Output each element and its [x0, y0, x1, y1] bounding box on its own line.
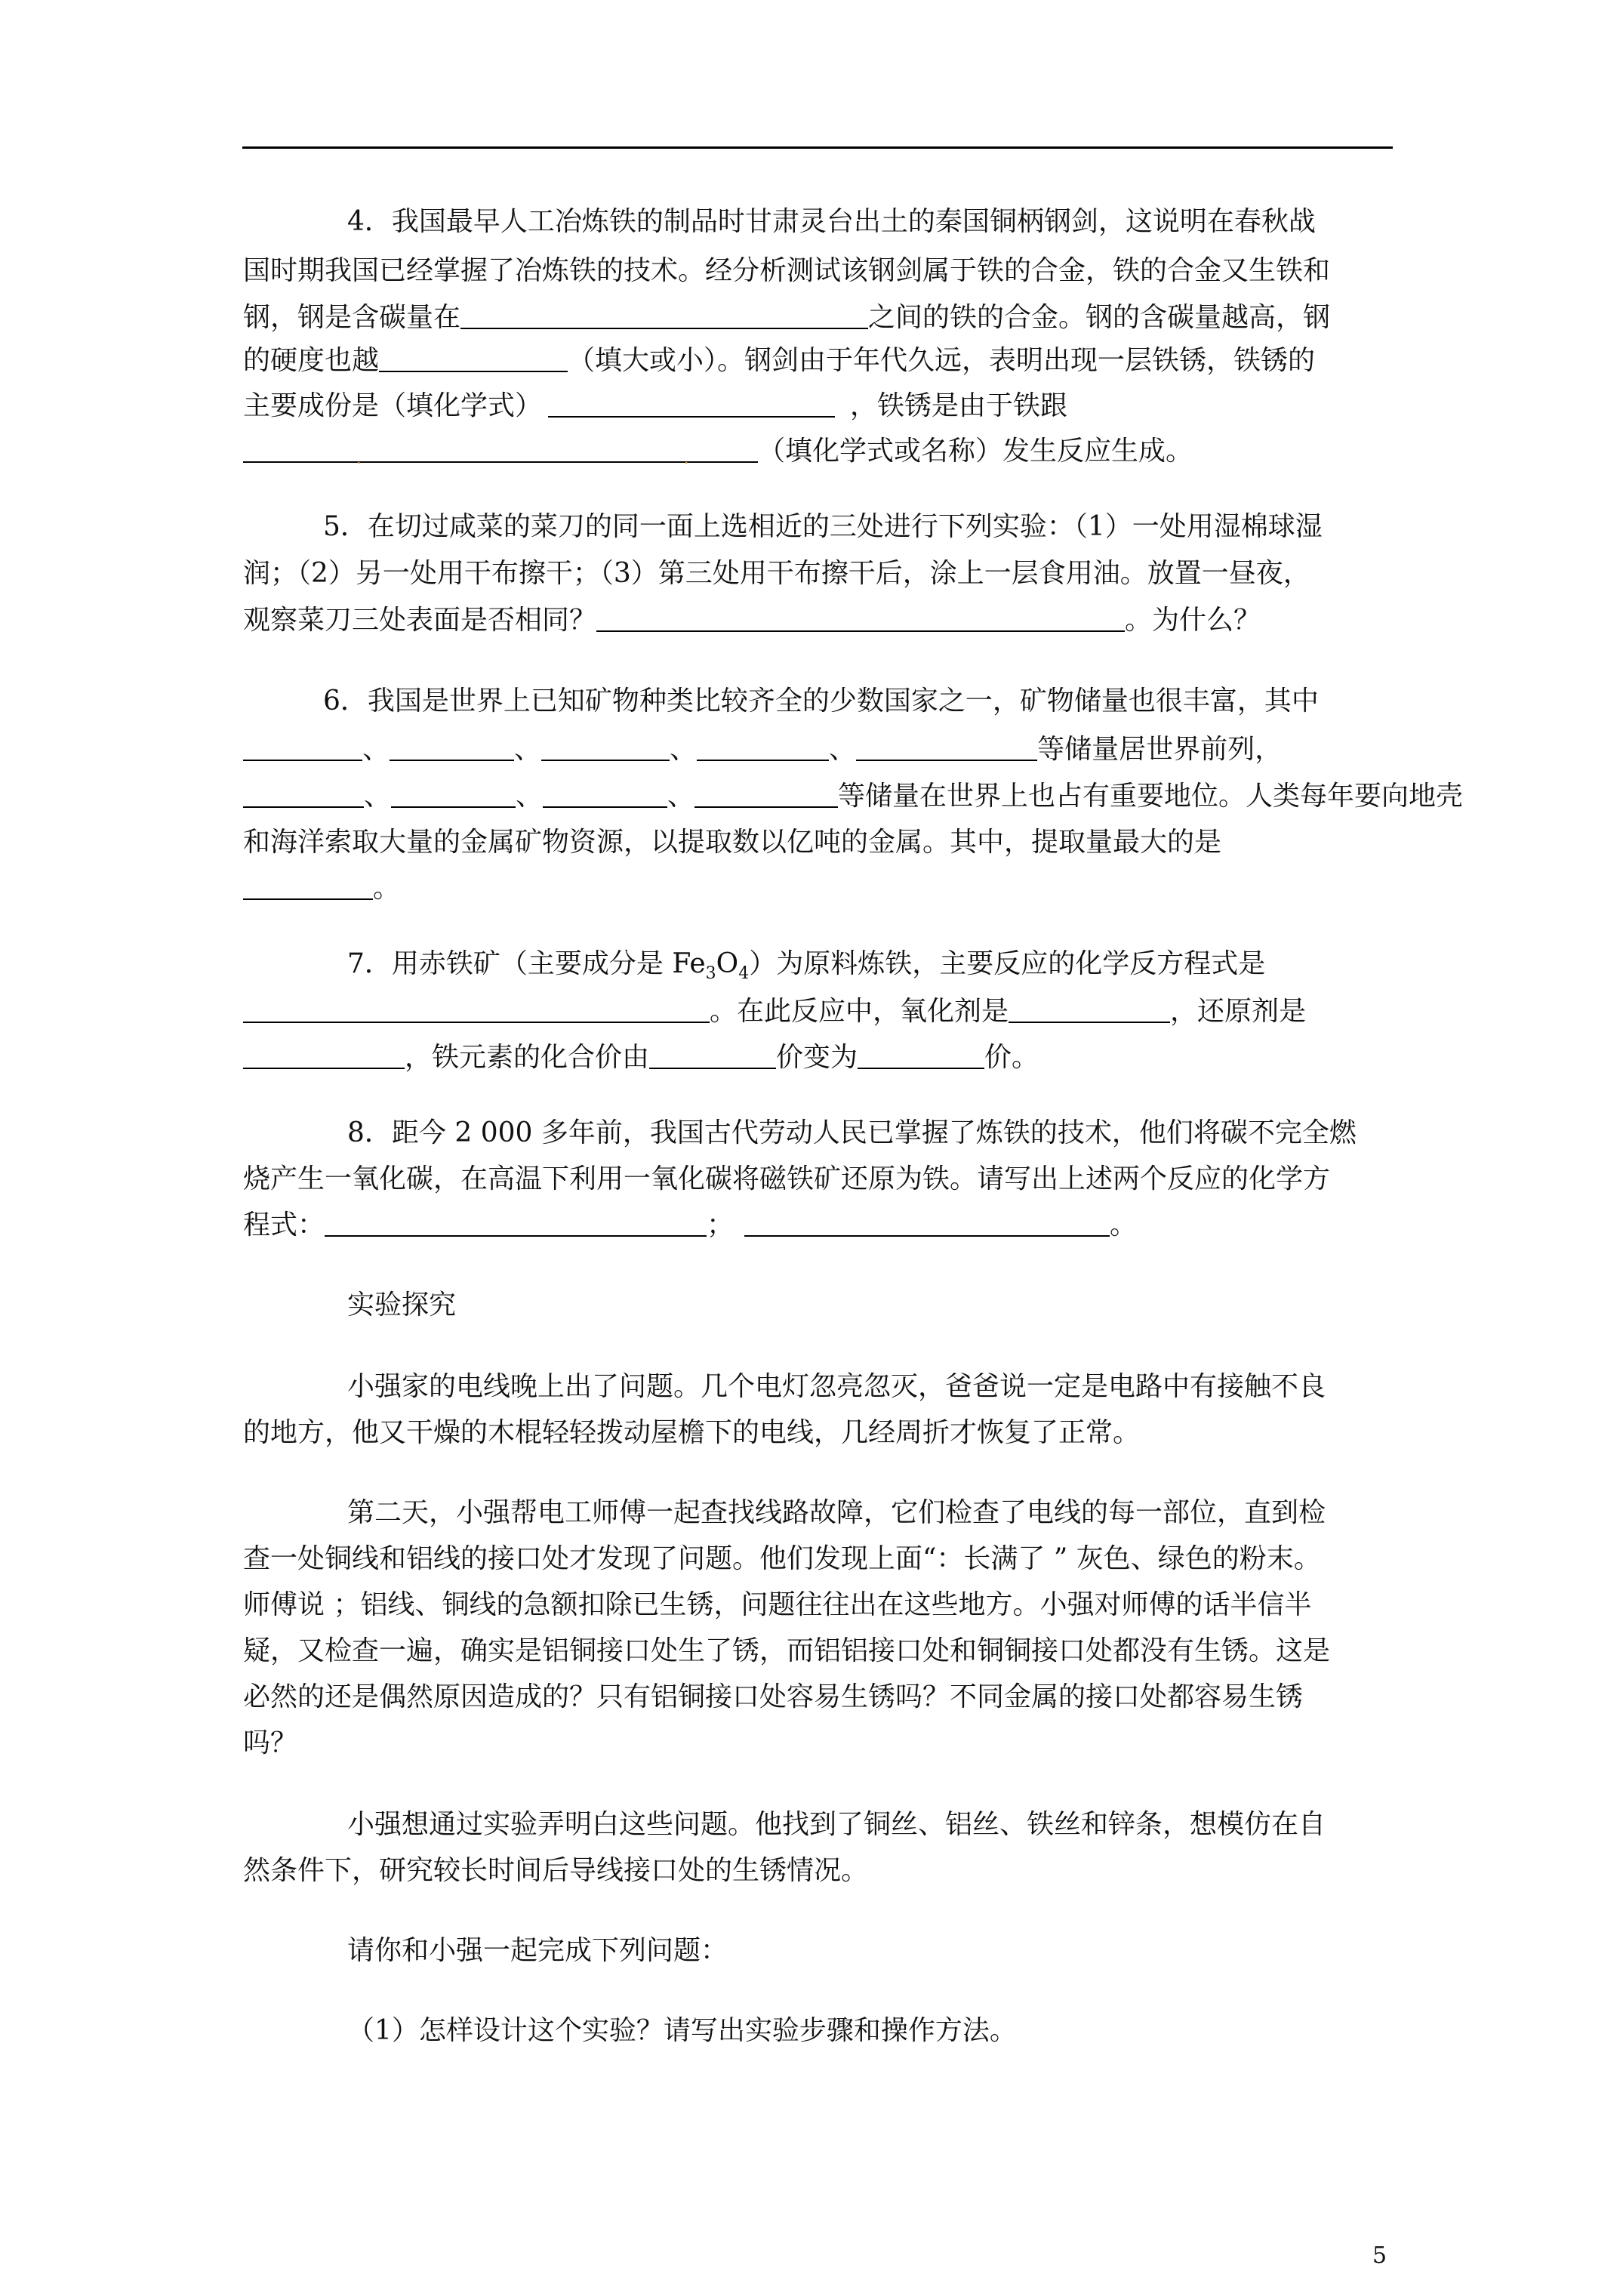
q8-line-2: 烧产生一氧化碳，在高温下利用一氧化碳将磁铁矿还原为铁。请写出上述两个反应的化学方	[243, 1163, 1331, 1194]
q4-line-5: 主要成份是（填化学式） ，铁锈是由于铁跟	[243, 390, 1068, 421]
page-number: 5	[1372, 2242, 1387, 2269]
blank-largest-metal[interactable]	[243, 874, 373, 900]
blank-mineral-8[interactable]	[543, 782, 667, 808]
section-title: 实验探究	[347, 1290, 457, 1321]
q6-line-1: 6．我国是世界上已知矿物种类比较齐全的少数国家之一，矿物储量也很丰富，其中	[323, 686, 1319, 717]
blank-mineral-5[interactable]	[856, 735, 1037, 761]
q7-line-2: 。在此反应中，氧化剂是 ，还原剂是	[243, 995, 1306, 1028]
blank-equation[interactable]	[243, 997, 710, 1023]
blank-carbon-range[interactable]	[460, 304, 868, 329]
p2-line-1: 第二天，小强帮电工师傅一起查找线路故障，它们检查了电线的每一部位，直到检	[347, 1497, 1326, 1528]
q8-line-3: 程式： ； 。	[243, 1210, 1138, 1240]
blank-oxidizer[interactable]	[1009, 997, 1170, 1023]
p3-line-2: 然条件下，研究较长时间后导线接口处的生锈情况。	[243, 1855, 869, 1886]
blank-mineral-1[interactable]	[243, 735, 362, 761]
p3-line-1: 小强想通过实验弄明白这些问题。他找到了铜丝、铝丝、铁丝和锌条，想模仿在自	[347, 1809, 1326, 1840]
blank-reducer[interactable]	[243, 1043, 405, 1069]
blank-mineral-6[interactable]	[243, 782, 364, 808]
blank-mineral-4[interactable]	[697, 735, 829, 761]
p2-line-3: 师傅说 ；铝线、铜线的急额扣除已生锈，问题往往出在这些地方。小强对师傅的话半信半	[243, 1589, 1312, 1620]
q4-line-6: . . （填化学式或名称）发生反应生成。	[243, 435, 1193, 468]
q6-line-4: 和海洋索取大量的金属矿物资源，以提取数以亿吨的金属。其中，提取量最大的是	[243, 827, 1222, 858]
p2-line-6: 吗？	[243, 1727, 298, 1758]
q8-line-1: 8．距今 2 000 多年前，我国古代劳动人民已掌握了炼铁的技术，他们将碳不完全燃	[347, 1117, 1357, 1148]
blank-valence-to[interactable]	[858, 1043, 984, 1069]
q7-line-3: ，铁元素的化合价由 价变为 价。	[243, 1041, 1039, 1074]
blank-equation-2[interactable]	[744, 1211, 1110, 1237]
q6-line-3: 、 、 、 等储量在世界上也占有重要地位。人类每年要向地壳	[243, 780, 1463, 813]
q5-line-2: 润；（2）另一处用干布擦干；（3）第三处用干布擦干后，涂上一层食用油。放置一昼夜，	[243, 558, 1310, 589]
p2-line-4: 疑，又检查一遍，确实是铝铜接口处生了锈，而铝铝接口处和铜铜接口处都没有生锈。这是	[243, 1635, 1331, 1666]
p1-line-2: 的地方，他又干燥的木棍轻轻拨动屋檐下的电线，几经周折才恢复了正常。	[243, 1417, 1141, 1448]
blank-reactants[interactable]: . .	[243, 437, 758, 463]
q5-line-3: 观察菜刀三处表面是否相同？ 。为什么？	[243, 605, 1261, 636]
q4-line-3: 钢，钢是含碳量在 之间的铁的合金。钢的含碳量越高，钢	[243, 302, 1331, 333]
blank-equation-1[interactable]	[325, 1211, 707, 1237]
p2-line-2: 查一处铜线和铝线的接口处才发现了问题。他们发现上面“：长满了 ” 灰色、绿色的粉末。	[243, 1543, 1321, 1574]
blank-knife-surface[interactable]	[596, 606, 1125, 632]
blank-valence-from[interactable]	[649, 1043, 776, 1069]
q4-line-4: 的硬度也越 （填大或小）。钢剑由于年代久远，表明出现一层铁锈，铁锈的	[243, 345, 1316, 376]
paragraph-5: （1）怎样设计这个实验？请写出实验步骤和操作方法。	[347, 2015, 1017, 2046]
blank-mineral-7[interactable]	[391, 782, 516, 808]
q6-line-2: 、 、 、 、 等储量居世界前列，	[243, 733, 1282, 766]
q4-line-1: 4．我国最早人工冶炼铁的制品时甘肃灵台出土的秦国铜柄钢剑，这说明在春秋战	[347, 206, 1316, 237]
blank-mineral-9[interactable]	[694, 782, 838, 808]
header-rule	[242, 146, 1393, 149]
blank-mineral-3[interactable]	[541, 735, 670, 761]
p1-line-1: 小强家的电线晚上出了问题。几个电灯忽亮忽灭，爸爸说一定是电路中有接触不良	[347, 1371, 1326, 1402]
q7-line-1: 7．用赤铁矿（主要成分是 $Fe_3O_4$）为原料炼铁，主要反应的化学反方程式是	[347, 948, 1266, 984]
blank-hardness[interactable]	[379, 347, 568, 372]
q5-line-1: 5．在切过咸菜的菜刀的同一面上选相近的三处进行下列实验：（1）一处用湿棉球湿	[323, 511, 1323, 542]
paragraph-4: 请你和小强一起完成下列问题：	[347, 1935, 728, 1966]
blank-mineral-2[interactable]	[390, 735, 514, 761]
blank-rust-formula[interactable]	[548, 392, 835, 418]
p2-line-5: 必然的还是偶然原因造成的？只有铝铜接口处容易生锈吗？不同金属的接口处都容易生锈	[243, 1681, 1304, 1712]
q6-line-5: 。	[243, 872, 400, 905]
q4-line-2: 国时期我国已经掌握了冶炼铁的技术。经分析测试该钢剑属于铁的合金，铁的合金又生铁和	[243, 255, 1331, 286]
